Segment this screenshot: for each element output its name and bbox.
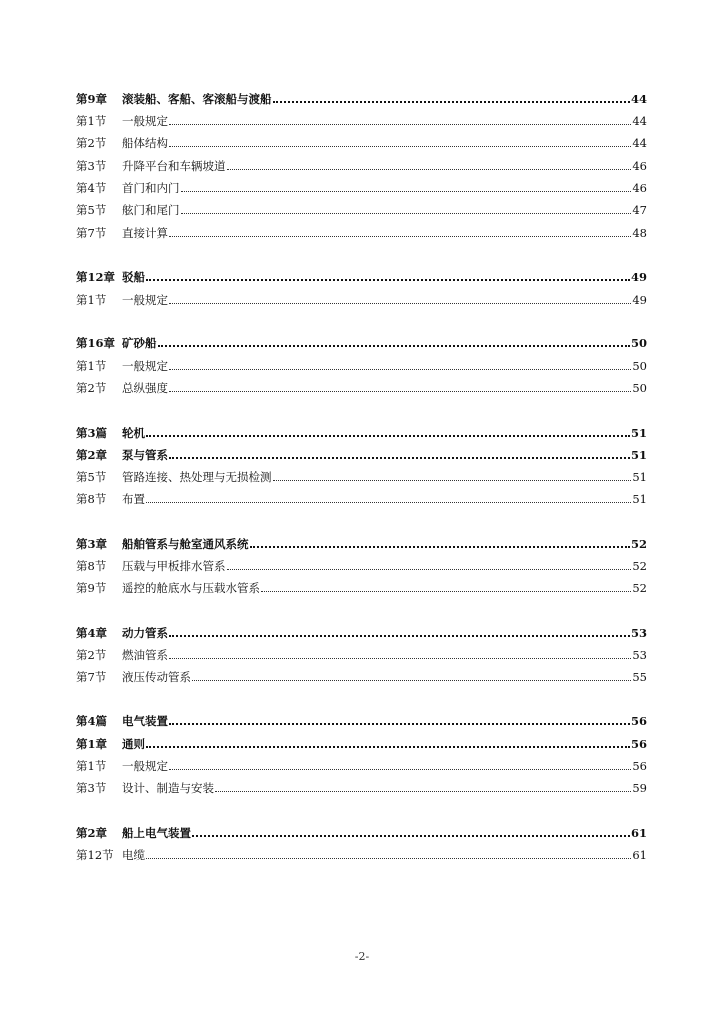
dot-leader	[261, 590, 631, 592]
toc-entry-title: 总纵强度	[122, 381, 168, 395]
toc-entry-title: 直接计算	[122, 226, 168, 240]
dot-leader	[227, 168, 632, 170]
toc-entry-label: 第3节	[76, 781, 107, 795]
toc-entry-label: 第3篇	[76, 426, 108, 440]
toc-entry-label: 第2章	[76, 826, 108, 840]
toc-entry-page: 47	[632, 203, 647, 217]
toc-entry-page: 51	[630, 426, 647, 440]
toc-entry-page: 49	[632, 293, 647, 307]
toc-entry-title: 矿砂船	[122, 336, 157, 350]
toc-entry-title: 液压传动管系	[122, 670, 191, 684]
toc-entry-title: 驳船	[122, 270, 145, 284]
toc-entry-page: 48	[632, 226, 647, 240]
toc-entry-label: 第2章	[76, 448, 108, 462]
toc-section-row	[76, 642, 647, 662]
toc-entry-page: 46	[632, 159, 647, 173]
dot-leader	[146, 745, 630, 748]
toc-section-row	[76, 664, 647, 684]
toc-section-row	[76, 775, 647, 795]
toc-section-row	[76, 553, 647, 573]
toc-entry-title: 布置	[122, 492, 145, 506]
toc-entry-label: 第12节	[76, 848, 114, 862]
toc-entry-title: 一般规定	[122, 759, 168, 773]
toc-entry-label: 第1节	[76, 359, 107, 373]
toc-entry-label: 第1节	[76, 759, 107, 773]
dot-leader	[169, 657, 631, 659]
toc-entry-title: 船体结构	[122, 136, 168, 150]
toc-section-row	[76, 464, 647, 484]
toc-entry-page: 51	[630, 448, 647, 462]
toc-section-row	[76, 486, 647, 506]
toc-entry-label: 第4篇	[76, 714, 108, 728]
toc-heading-row	[76, 620, 647, 640]
dot-leader	[169, 123, 631, 125]
toc-entry-page: 50	[632, 381, 647, 395]
toc-entry-title: 船舶管系与舱室通风系统	[122, 537, 249, 551]
toc-entry-title: 压载与甲板排水管系	[122, 559, 226, 573]
toc-section-row	[76, 575, 647, 595]
dot-leader	[273, 100, 630, 103]
toc-entry-page: 52	[632, 581, 647, 595]
toc-entry-label: 第7节	[76, 226, 107, 240]
toc-entry-page: 52	[630, 537, 647, 551]
toc-entry-label: 第7节	[76, 670, 107, 684]
toc-entry-page: 61	[630, 826, 647, 840]
toc-heading-row	[76, 86, 647, 106]
toc-entry-title: 升降平台和车辆坡道	[122, 159, 226, 173]
toc-entry-page: 49	[630, 270, 647, 284]
dot-leader	[146, 857, 631, 859]
toc-entry-label: 第16章	[76, 336, 116, 350]
dot-leader	[169, 235, 631, 237]
toc-section-row	[76, 130, 647, 150]
dot-leader	[181, 190, 632, 192]
toc-section-row	[76, 108, 647, 128]
toc-entry-title: 燃油管系	[122, 648, 168, 662]
dot-leader	[146, 278, 630, 281]
toc-entry-title: 动力管系	[122, 626, 168, 640]
toc-entry-page: 50	[632, 359, 647, 373]
toc-entry-title: 舷门和尾门	[122, 203, 180, 217]
toc-heading-row	[76, 531, 647, 551]
toc-heading-row	[76, 420, 647, 440]
toc-entry-title: 设计、制造与安装	[122, 781, 214, 795]
toc-entry-page: 44	[632, 114, 647, 128]
toc-entry-page: 50	[630, 336, 647, 350]
toc-entry-page: 44	[632, 136, 647, 150]
toc-entry-title: 管路连接、热处理与无损检测	[122, 470, 272, 484]
toc-heading-row	[76, 708, 647, 728]
toc-entry-title: 一般规定	[122, 293, 168, 307]
toc-entry-page: 55	[632, 670, 647, 684]
toc-entry-label: 第4章	[76, 626, 108, 640]
toc-section-row	[76, 842, 647, 862]
toc-entry-title: 遥控的舱底水与压载水管系	[122, 581, 260, 595]
toc-entry-title: 泵与管系	[122, 448, 168, 462]
dot-leader	[146, 501, 631, 503]
toc-entry-label: 第9章	[76, 92, 108, 106]
toc-entry-page: 51	[632, 492, 647, 506]
toc-entry-page: 53	[632, 648, 647, 662]
toc-section-row	[76, 197, 647, 217]
toc-entry-label: 第8节	[76, 559, 107, 573]
toc-entry-page: 51	[632, 470, 647, 484]
dot-leader	[169, 634, 630, 637]
dot-leader	[169, 302, 631, 304]
toc-entry-title: 首门和内门	[122, 181, 180, 195]
toc-entry-title: 一般规定	[122, 114, 168, 128]
toc-section-row	[76, 220, 647, 240]
toc-heading-row	[76, 264, 647, 284]
toc-entry-title: 一般规定	[122, 359, 168, 373]
toc-entry-label: 第1节	[76, 114, 107, 128]
toc-section-row	[76, 153, 647, 173]
dot-leader	[192, 834, 630, 837]
toc-entry-label: 第2节	[76, 136, 107, 150]
dot-leader	[146, 434, 630, 437]
toc-entry-label: 第5节	[76, 470, 107, 484]
toc-entry-label: 第9节	[76, 581, 107, 595]
toc-entry-label: 第1节	[76, 293, 107, 307]
dot-leader	[250, 545, 630, 548]
toc-entry-page: 56	[632, 759, 647, 773]
dot-leader	[169, 390, 631, 392]
toc-entry-label: 第3章	[76, 537, 108, 551]
toc-entry-page: 44	[630, 92, 647, 106]
toc-entry-page: 52	[632, 559, 647, 573]
toc-section-row	[76, 175, 647, 195]
dot-leader	[273, 479, 632, 481]
toc-entry-label: 第8节	[76, 492, 107, 506]
toc-heading-row	[76, 442, 647, 462]
dot-leader	[169, 145, 631, 147]
toc-entry-page: 56	[630, 714, 647, 728]
dot-leader	[158, 344, 630, 347]
toc-entry-title: 电气装置	[122, 714, 168, 728]
dot-leader	[227, 568, 632, 570]
toc-entry-title: 通则	[122, 737, 145, 751]
dot-leader	[215, 790, 631, 792]
page-number: -2-	[354, 950, 370, 963]
toc-entry-title: 轮机	[122, 426, 145, 440]
toc-entry-label: 第3节	[76, 159, 107, 173]
toc-section-row	[76, 353, 647, 373]
toc-entry-title: 船上电气装置	[122, 826, 191, 840]
toc-entry-page: 56	[630, 737, 647, 751]
toc-entry-label: 第1章	[76, 737, 108, 751]
toc-section-row	[76, 375, 647, 395]
dot-leader	[181, 212, 632, 214]
toc-entry-title: 电缆	[122, 848, 145, 862]
toc-heading-row	[76, 731, 647, 751]
toc-heading-row	[76, 330, 647, 350]
dot-leader	[169, 768, 631, 770]
toc-entry-label: 第2节	[76, 381, 107, 395]
dot-leader	[169, 368, 631, 370]
toc-entry-page: 61	[632, 848, 647, 862]
toc-entry-title: 滚装船、客船、客滚船与渡船	[122, 92, 272, 106]
toc-entry-label: 第5节	[76, 203, 107, 217]
toc-entry-page: 53	[630, 626, 647, 640]
toc-heading-row	[76, 820, 647, 840]
toc-entry-label: 第2节	[76, 648, 107, 662]
toc-entry-label: 第4节	[76, 181, 107, 195]
toc-section-row	[76, 753, 647, 773]
toc-entry-label: 第12章	[76, 270, 116, 284]
toc-entry-page: 59	[632, 781, 647, 795]
dot-leader	[169, 456, 630, 459]
dot-leader	[169, 722, 630, 725]
toc-entry-page: 46	[632, 181, 647, 195]
toc-section-row	[76, 287, 647, 307]
dot-leader	[192, 679, 631, 681]
